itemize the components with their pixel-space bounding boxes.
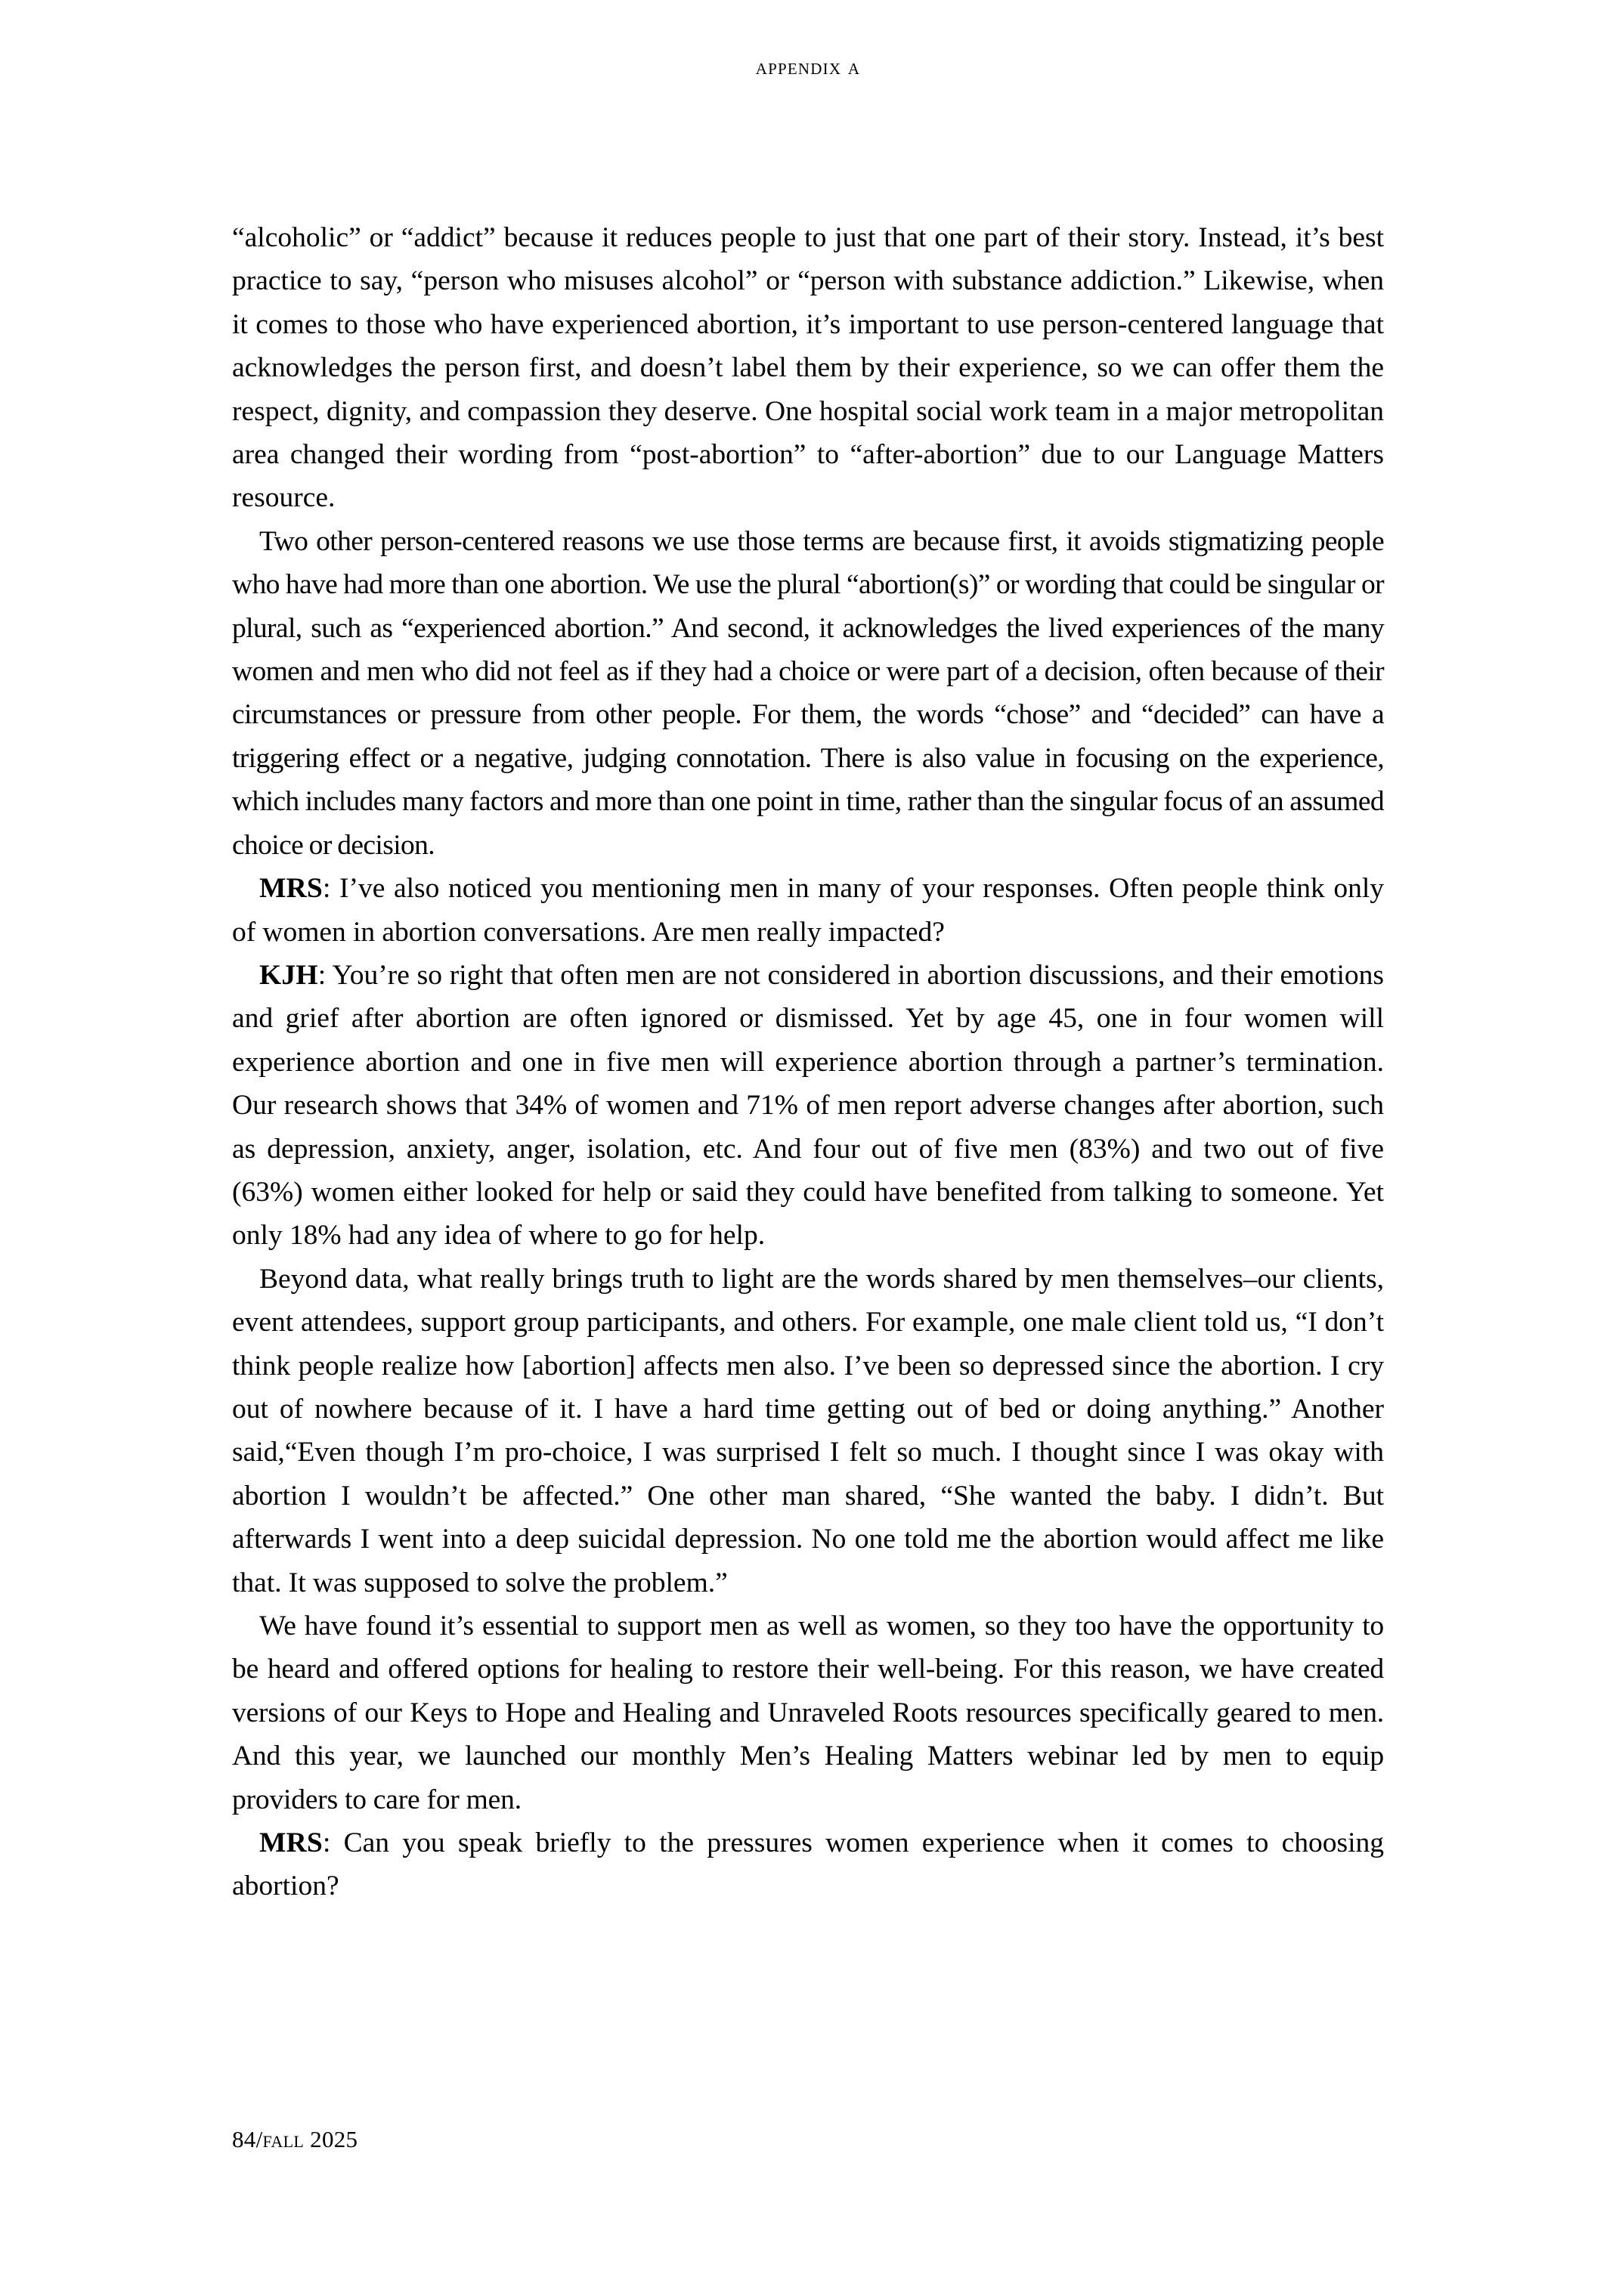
paragraph-person-centered-language: “alcoholic” or “addict” because it reduces people to just that one part of their story. Instead, it’s best practice to say, “person who misuses alcohol” or “person with substance addiction.” Likewise, when it comes to those who have experienced abortion, it’s important to use person-centered language that acknowledges the person first, and doesn’t label them by their experience, so we can offer them the respect, dignity, and compassion they deserve. One hospital social work team in a major metropolitan area changed their wording from “post-abortion” to “after-abortion” due to our Language Matters resource. — [232, 222, 1384, 514]
speaker-separator: : — [322, 1827, 344, 1859]
paragraph-supporting-men-resources: We have found it’s essential to support men as well as women, so they too have the opportunity to be heard and offered options for healing to restore their well-being. For this reason, we have created versions of our Keys to Hope and Healing and Unraveled Roots resources specifically geared to men. And this year, we launched our monthly Men’s Healing Matters webinar led by men to equip providers to care for men. — [232, 1611, 1384, 1815]
speaker-separator: : — [317, 959, 333, 991]
paragraph-text: You’re so right that often men are not considered in abortion discussions, and their emotions and grief after abortion are often ignored or dismissed. Yet by age 45, one in four women will experience abortion and one in five men will experience abortion through a partner’s termination. Our research shows that 34% of women and 71% of men report adverse changes after abortion, such as depression, anxiety, anger, isolation, etc. And four out of five men (83%) and two out of five (63%) women either looked for help or said they could have benefited from talking to someone. Yet only 18% had any idea of where to go for help. — [232, 959, 1384, 1252]
speaker-separator: : — [322, 873, 339, 905]
paragraph-text: I’ve also noticed you mentioning men in many of your responses. Often people think only of women in abortion conversations. Are men really impacted? — [232, 873, 1384, 948]
paragraph-text: Can you speak briefly to the pressures women experience when it comes to choosing abortion? — [232, 1827, 1384, 1902]
running-head: appendix a — [755, 54, 861, 79]
paragraph-two-other-reasons: Two other person-centered reasons we use those terms are because first, it avoids stigmatizing people who have had more than one abortion. We use the plural “abortion(s)” or wording that could be singular or plural, such as “experienced abortion.” And second, it acknowledges the lived experiences of the many women and men who did not feel as if they had a choice or were part of a decision, often because of their circumstances or pressure from other people. For them, the words “chose” and “decided” can have a triggering effect or a negative, judging connotation. There is also value in focusing on the experience, which includes many factors and more than one point in time, rather than the singular focus of an assumed choice or decision. — [232, 525, 1384, 861]
footer-issue: fall 2025 — [262, 2126, 358, 2152]
body-text-column — [232, 216, 1384, 1908]
paragraph-mrs-question-men — [232, 867, 1384, 954]
speaker-label-mrs-2: MRS — [259, 1827, 323, 1859]
speaker-label-mrs: MRS — [259, 873, 323, 905]
footer-separator: / — [255, 2126, 263, 2152]
page-footer — [232, 2127, 358, 2151]
paragraph-kjh-answer-men-data — [232, 954, 1384, 1258]
paragraph-mrs-question-pressures — [232, 1821, 1384, 1908]
footer-page-number: 84 — [232, 2126, 256, 2152]
paragraph-beyond-data-testimonies: Beyond data, what really brings truth to light are the words shared by men themselves–our clients, event attendees, support group participants, and others. For example, one male client told us, “I don’t think people realize how [abortion] affects men also. I’ve been so depressed since the abortion. I cry out of nowhere because of it. I have a hard time getting out of bed or doing anything.” Another said,“Even though I’m pro-choice, I was surprised I felt so much. I thought since I was okay with abortion I wouldn’t be affected.” One other man shared, “She wanted the baby. I didn’t. But afterwards I went into a deep suicidal depression. No one told me the abortion would affect me like that. It was supposed to solve the problem.” — [232, 1263, 1384, 1598]
speaker-label-kjh: KJH — [259, 959, 318, 991]
